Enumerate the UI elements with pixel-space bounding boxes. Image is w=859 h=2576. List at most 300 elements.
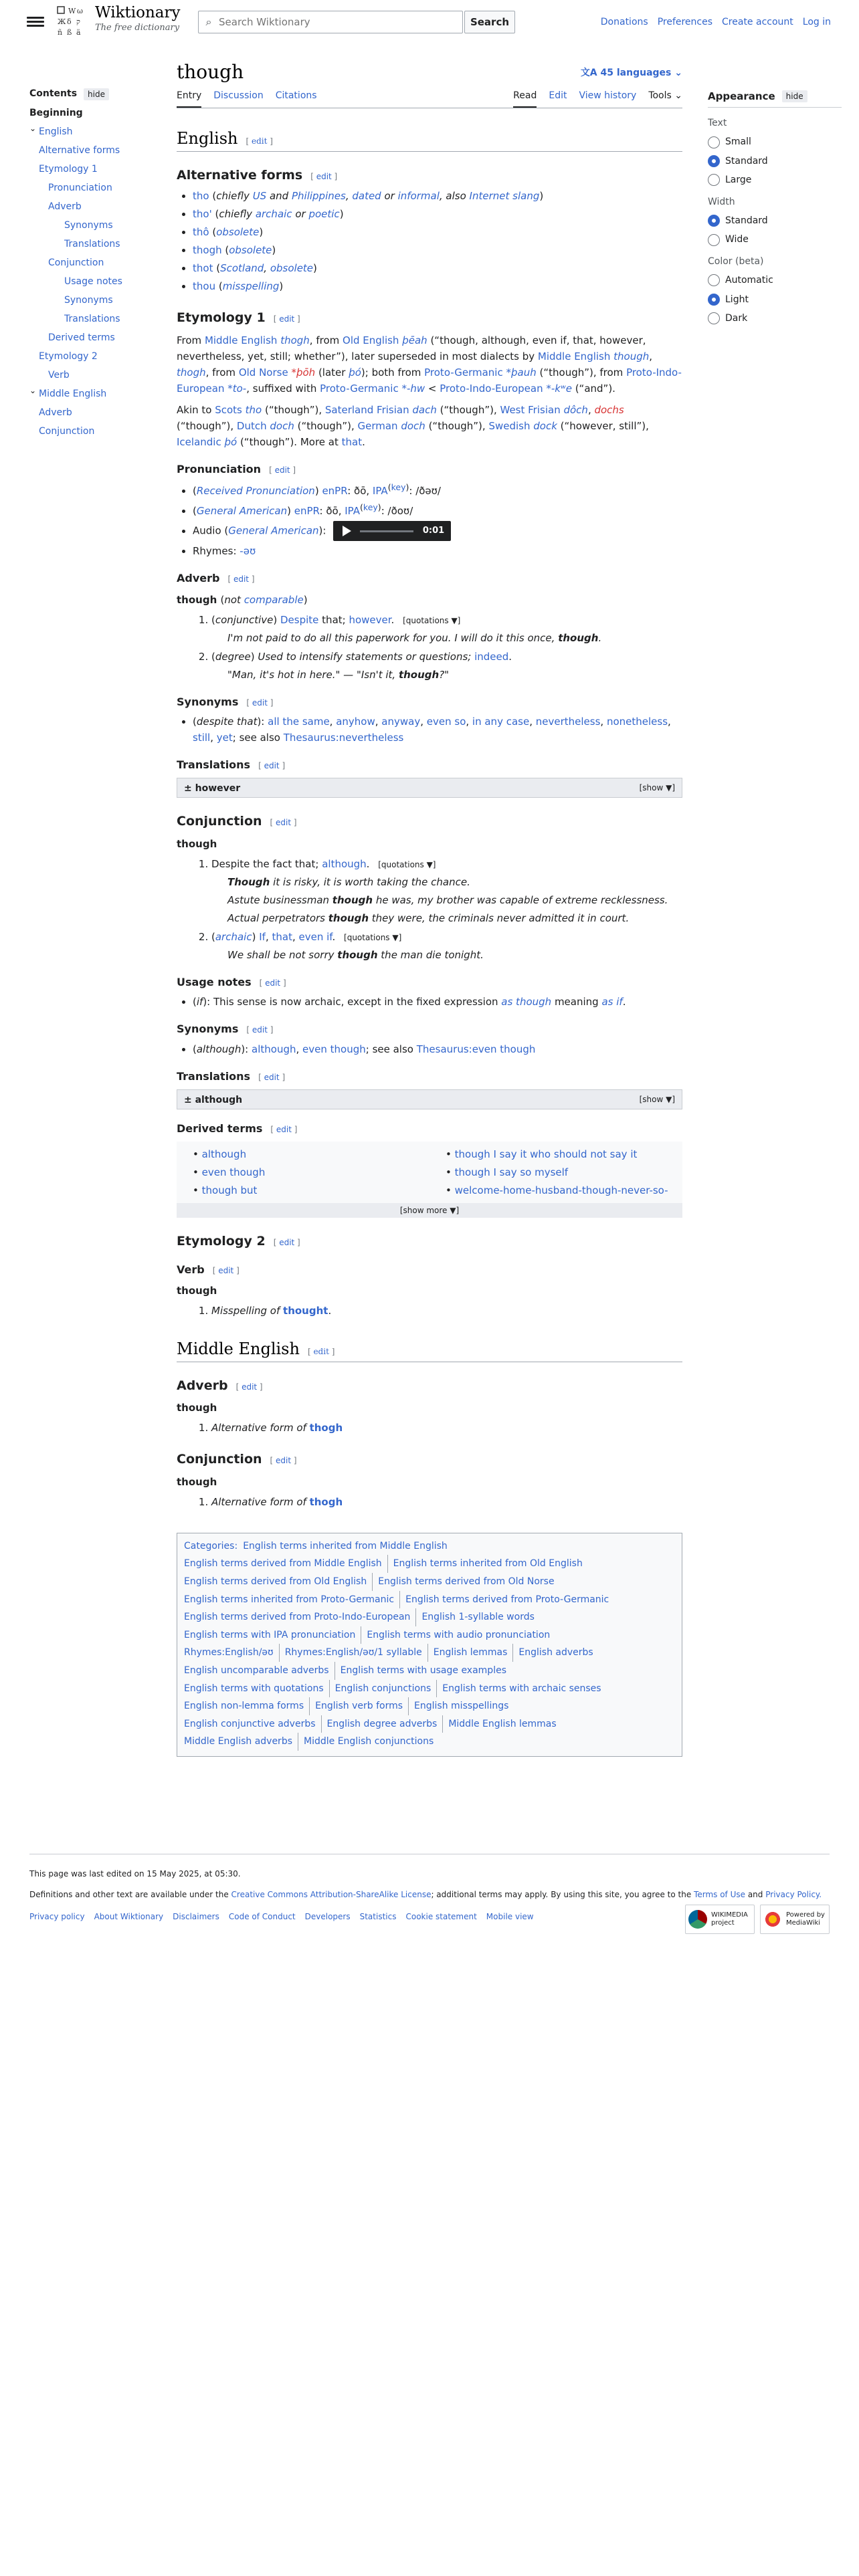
- etymology-cognates: Akin to Scots tho (“though”), Saterland Frisian dach (“though”), West Frisian dôch, dochs (“though”), Dutch doch (“though”), German doch (“though”), Swedish dock (“however, still”), Icelandic þó (“though”). More at that.: [177, 403, 649, 448]
- edit-link[interactable]: edit: [276, 1125, 292, 1135]
- translation-gloss: although: [195, 1095, 243, 1106]
- tab-citations[interactable]: Citations: [275, 90, 317, 102]
- term-link[interactable]: Philippines: [291, 190, 346, 203]
- toc-item[interactable]: [29, 181, 157, 195]
- term-link[interactable]: thou: [193, 280, 216, 293]
- toc-item[interactable]: [29, 387, 157, 401]
- term-link[interactable]: anyway: [381, 715, 421, 728]
- term-link[interactable]: nonetheless: [606, 715, 668, 728]
- log-in-link[interactable]: Log in: [802, 17, 831, 27]
- ety2-heading: Etymology 2: [177, 1234, 266, 1249]
- audio-progress[interactable]: [360, 530, 413, 532]
- term-link[interactable]: þó: [349, 366, 361, 379]
- site-header: [0, 0, 859, 47]
- toc-item[interactable]: [29, 200, 157, 214]
- chevron-down-icon[interactable]: ⌄: [29, 386, 37, 395]
- term-link[interactable]: Icelandic: [177, 435, 221, 448]
- toc-link[interactable]: Alternative forms: [39, 145, 120, 156]
- term-link[interactable]: Proto-Germanic: [424, 366, 503, 379]
- toc-item[interactable]: [29, 425, 157, 439]
- text-size-label: Text: [708, 118, 727, 128]
- toc-item[interactable]: [29, 368, 157, 383]
- term-link[interactable]: even though: [302, 1043, 366, 1055]
- svg-text:ß: ß: [67, 28, 72, 37]
- category-link[interactable]: English terms inherited from Old English: [387, 1555, 588, 1573]
- term-link[interactable]: Old English: [343, 334, 399, 346]
- accent-link[interactable]: General American: [196, 505, 288, 518]
- category-row: [184, 1626, 675, 1644]
- term-link[interactable]: Dutch: [236, 419, 267, 432]
- term-link[interactable]: thogh: [177, 366, 206, 379]
- term-link[interactable]: as though: [501, 996, 552, 1008]
- toc-item[interactable]: [29, 406, 157, 420]
- radio-label: Automatic: [725, 275, 773, 286]
- category-link[interactable]: English terms derived from Old English: [184, 1576, 367, 1588]
- term-link[interactable]: If: [259, 930, 266, 943]
- term-link[interactable]: thogh: [309, 1422, 343, 1434]
- language-selector[interactable]: [581, 66, 682, 80]
- term-link[interactable]: dôch: [563, 403, 588, 416]
- category-link[interactable]: Rhymes:English/əʊ: [184, 1647, 274, 1658]
- toc-item[interactable]: [29, 144, 157, 158]
- term-link[interactable]: misspelling: [222, 280, 280, 293]
- toc-item[interactable]: [29, 106, 157, 120]
- term-link[interactable]: þēah: [402, 334, 427, 346]
- width-label: Width: [708, 196, 735, 207]
- main-menu-button[interactable]: [27, 15, 44, 29]
- term-link[interactable]: anyhow: [336, 715, 375, 728]
- term-link[interactable]: obsolete: [270, 262, 314, 275]
- search-icon: ⌕: [205, 15, 212, 29]
- term-link[interactable]: however: [349, 613, 391, 626]
- toc-item[interactable]: [29, 125, 157, 139]
- term-link[interactable]: even if: [298, 930, 332, 943]
- enpr-link[interactable]: enPR: [322, 485, 348, 498]
- badge-label: WIKIMEDIA project: [711, 1911, 748, 1927]
- term-link[interactable]: that: [272, 930, 292, 943]
- license-link[interactable]: Creative Commons Attribution-ShareAlike License: [231, 1890, 432, 1900]
- category-link[interactable]: Middle English adverbs: [184, 1736, 292, 1747]
- term-link[interactable]: doch: [270, 419, 294, 432]
- footer-link[interactable]: About Wiktionary: [94, 1912, 164, 1922]
- appearance-hide-button[interactable]: hide: [782, 90, 807, 102]
- tab-read[interactable]: Read: [513, 88, 537, 107]
- edit-link[interactable]: edit: [276, 818, 292, 828]
- me-adverb-senses: [211, 1420, 682, 1436]
- show-button[interactable]: [show ▼]: [639, 783, 675, 793]
- term-link[interactable]: *to-: [227, 382, 247, 395]
- edit-link[interactable]: edit: [252, 1025, 268, 1035]
- color-option[interactable]: [708, 311, 842, 326]
- term-link[interactable]: all the same: [268, 715, 330, 728]
- toc-item[interactable]: [29, 331, 157, 345]
- category-link[interactable]: English misspellings: [408, 1697, 514, 1715]
- alt-forms-list: [193, 188, 682, 294]
- quotations-toggle[interactable]: [quotations ▼]: [403, 615, 461, 625]
- show-more-button[interactable]: [show more ▼]: [177, 1203, 682, 1218]
- derived-term-link[interactable]: though but: [201, 1184, 258, 1197]
- toc-item[interactable]: [29, 163, 157, 177]
- toc-item[interactable]: [29, 275, 157, 289]
- edit-link[interactable]: edit: [276, 1456, 292, 1466]
- toc-link[interactable]: Translations: [64, 239, 120, 249]
- width-option[interactable]: [708, 213, 842, 228]
- width-option[interactable]: [708, 232, 842, 247]
- accent-link[interactable]: Received Pronunciation: [196, 485, 315, 498]
- section-synonyms: Synonyms [ edit ]: [177, 695, 274, 708]
- toc-link[interactable]: Conjunction: [48, 257, 104, 268]
- category-link[interactable]: Rhymes:English/əʊ/1 syllable: [279, 1644, 427, 1662]
- translation-table-conjunction[interactable]: [177, 1089, 682, 1109]
- term-link[interactable]: Middle English: [537, 350, 611, 362]
- term-link[interactable]: nevertheless: [535, 715, 601, 728]
- color-option[interactable]: [708, 292, 842, 307]
- term-link[interactable]: although: [252, 1043, 296, 1055]
- derived-term-link[interactable]: welcome-home-husband-though-never-so-: [454, 1184, 668, 1197]
- category-link[interactable]: English terms inherited from Proto-Germanic: [184, 1594, 395, 1605]
- edit-link[interactable]: edit: [264, 760, 280, 770]
- category-link[interactable]: English uncomparable adverbs: [184, 1665, 329, 1676]
- edit-link[interactable]: edit: [265, 978, 281, 988]
- term-link[interactable]: Middle English: [204, 334, 278, 346]
- quotations-toggle[interactable]: [quotations ▼]: [344, 932, 402, 942]
- me-adverb-heading: Adverb: [177, 1378, 228, 1393]
- toc-link[interactable]: Conjunction: [39, 426, 95, 437]
- color-label: Color (beta): [708, 255, 764, 267]
- section-me-adverb: Adverb [ edit ]: [177, 1378, 263, 1393]
- term-link[interactable]: thought: [283, 1305, 328, 1317]
- term-link[interactable]: þó: [224, 435, 237, 448]
- radio-button[interactable]: [708, 174, 720, 186]
- middle-english-heading: Middle English: [177, 1339, 300, 1359]
- term-link[interactable]: Proto-Germanic: [320, 382, 399, 395]
- ipa-link[interactable]: IPA: [372, 485, 388, 498]
- list-item: • (General American) enPR: ðō, $IPA^{(key)}$: /ðoʊ/: [193, 501, 682, 519]
- chevron-down-icon[interactable]: ⌄: [29, 124, 37, 133]
- toc-link[interactable]: Beginning: [29, 108, 83, 118]
- section-etymology-2: Etymology 2 [ edit ]: [177, 1234, 300, 1249]
- toc-link[interactable]: Verb: [48, 370, 70, 381]
- derived-term-link[interactable]: though I say it who should not say it: [454, 1148, 638, 1161]
- translate-icon: 文A: [580, 68, 601, 78]
- section-verb: Verb [ edit ]: [177, 1263, 240, 1277]
- toc-link[interactable]: Usage notes: [64, 276, 122, 287]
- headword-line: though (not comparable): [177, 593, 308, 606]
- category-link[interactable]: English conjunctive adverbs: [184, 1718, 316, 1729]
- category-link[interactable]: English lemmas: [427, 1644, 513, 1662]
- toc-link[interactable]: Synonyms: [64, 220, 113, 231]
- toc-item[interactable]: [29, 237, 157, 251]
- category-link[interactable]: English terms inherited from Middle English: [243, 1540, 448, 1551]
- radio-label: Dark: [725, 312, 748, 324]
- term-link[interactable]: as if: [601, 996, 623, 1008]
- ipa-key-link[interactable]: key: [363, 502, 378, 513]
- term-link[interactable]: informal: [397, 190, 440, 203]
- footer-link[interactable]: Statistics: [359, 1912, 397, 1922]
- derived-term-link[interactable]: although: [201, 1148, 247, 1161]
- category-link[interactable]: English conjunctions: [329, 1680, 437, 1698]
- edit-link[interactable]: edit: [279, 314, 295, 324]
- category-link[interactable]: English terms derived from Middle English: [184, 1558, 382, 1570]
- radio-button[interactable]: [708, 155, 720, 167]
- edit-link[interactable]: edit: [252, 697, 268, 708]
- toc-link[interactable]: Etymology 2: [39, 351, 98, 362]
- term-link[interactable]: in any case: [472, 715, 530, 728]
- term-link[interactable]: thot: [193, 262, 213, 275]
- category-link[interactable]: English terms derived from Proto-Germanic: [399, 1591, 614, 1609]
- term-link[interactable]: tho: [193, 190, 209, 203]
- color-option[interactable]: [708, 273, 842, 288]
- toc-link[interactable]: Adverb: [39, 407, 72, 418]
- term-link[interactable]: Internet slang: [469, 190, 540, 203]
- toc-item[interactable]: [29, 312, 157, 326]
- category-row: [184, 1555, 675, 1573]
- term-link[interactable]: thô: [193, 226, 209, 239]
- toc-heading: Contents: [29, 88, 78, 99]
- wiktionary-logo-icon[interactable]: [55, 3, 92, 40]
- radio-button[interactable]: [708, 215, 720, 227]
- toc-link[interactable]: Translations: [64, 314, 120, 324]
- toc-item[interactable]: [29, 219, 157, 233]
- text-size-option[interactable]: [708, 134, 842, 149]
- term-link[interactable]: tho': [193, 208, 212, 221]
- thesaurus-link[interactable]: Thesaurus:even though: [416, 1043, 536, 1055]
- donations-link[interactable]: Donations: [600, 17, 648, 27]
- category-link[interactable]: English adverbs: [512, 1644, 598, 1662]
- category-link[interactable]: English terms with quotations: [184, 1683, 324, 1694]
- edit-link[interactable]: edit: [242, 1382, 258, 1392]
- term-link[interactable]: Despite: [280, 613, 319, 626]
- thesaurus-link[interactable]: Thesaurus:nevertheless: [283, 731, 404, 744]
- term-link[interactable]: thogh: [193, 244, 222, 257]
- toc-link[interactable]: Etymology 1: [39, 164, 98, 175]
- badge-label: Powered by MediaWiki: [786, 1911, 825, 1927]
- sense: 1. Misspelling of thought.: [211, 1303, 682, 1319]
- list-item: • thot (Scotland, obsolete): [193, 260, 682, 276]
- accent-link[interactable]: General American: [228, 524, 319, 537]
- term-link[interactable]: thogh: [280, 334, 310, 346]
- term-link[interactable]: yet: [216, 731, 233, 744]
- term-link[interactable]: *-hw: [401, 382, 425, 395]
- radio-button[interactable]: [708, 294, 720, 306]
- category-link[interactable]: Middle English lemmas: [442, 1715, 561, 1733]
- term-link[interactable]: Scots: [215, 403, 242, 416]
- me-conjunction-heading: Conjunction: [177, 1452, 262, 1467]
- term-link[interactable]: even so: [426, 715, 466, 728]
- enpr-value: ðō: [326, 505, 339, 518]
- radio-button[interactable]: [708, 136, 720, 148]
- category-link[interactable]: English terms derived from Proto-Indo-European: [184, 1612, 411, 1623]
- toc-link[interactable]: Pronunciation: [48, 183, 112, 193]
- edit-link[interactable]: edit: [279, 1238, 295, 1248]
- plus-minus-icon: ±: [184, 783, 195, 794]
- category-row: [184, 1591, 675, 1609]
- synonyms-list: [193, 1041, 682, 1057]
- show-button[interactable]: [show ▼]: [639, 1095, 675, 1105]
- list-item: • even though: [193, 1166, 266, 1179]
- list-item: • thogh (obsolete): [193, 242, 682, 258]
- term-link[interactable]: US: [252, 190, 267, 203]
- toc-item[interactable]: [29, 350, 157, 364]
- privacy-link[interactable]: Privacy Policy.: [765, 1890, 822, 1900]
- toc-hide-button[interactable]: hide: [84, 88, 109, 100]
- footer-link[interactable]: Privacy policy: [29, 1912, 85, 1922]
- toc-link[interactable]: Adverb: [48, 201, 82, 212]
- term-link[interactable]: that: [341, 435, 363, 448]
- rhyme-link[interactable]: -əʊ: [240, 545, 256, 558]
- toc-link[interactable]: Middle English: [39, 389, 107, 399]
- category-link[interactable]: Middle English conjunctions: [298, 1733, 439, 1751]
- usage-heading: Usage notes: [177, 975, 252, 988]
- term-link[interactable]: dock: [533, 419, 557, 432]
- term-link[interactable]: doch: [401, 419, 425, 432]
- tools-menu[interactable]: [648, 88, 682, 107]
- terms-link[interactable]: Terms of Use: [694, 1890, 745, 1900]
- toc-link[interactable]: Derived terms: [48, 332, 115, 343]
- category-row: [184, 1697, 675, 1715]
- edit-link[interactable]: edit: [218, 1266, 234, 1276]
- term-link[interactable]: Swedish: [488, 419, 531, 432]
- term-link[interactable]: poetic: [308, 208, 340, 221]
- toc-link[interactable]: Synonyms: [64, 295, 113, 306]
- text-size-option[interactable]: [708, 173, 842, 187]
- category-link[interactable]: English terms with archaic senses: [436, 1680, 606, 1698]
- term-link[interactable]: archaic: [215, 930, 252, 943]
- term-link[interactable]: Scotland: [220, 262, 264, 275]
- radio-button[interactable]: [708, 234, 720, 246]
- create-account-link[interactable]: Create account: [722, 17, 793, 27]
- conjunction-senses: [211, 856, 682, 963]
- translation-gloss: however: [195, 783, 241, 794]
- footer-link[interactable]: Disclaimers: [173, 1912, 219, 1922]
- term-link[interactable]: Proto-Indo-European: [177, 366, 682, 395]
- toc-link[interactable]: English: [39, 126, 73, 137]
- term-link[interactable]: though: [613, 350, 650, 362]
- text-size-option[interactable]: [708, 154, 842, 169]
- play-icon[interactable]: [343, 526, 351, 536]
- category-link[interactable]: English terms with IPA pronunciation: [184, 1629, 356, 1640]
- term-link[interactable]: obsolete: [229, 244, 272, 257]
- category-link[interactable]: English 1-syllable words: [415, 1608, 539, 1626]
- category-link[interactable]: English terms with usage examples: [335, 1662, 512, 1680]
- categories-label[interactable]: Categories:: [184, 1540, 238, 1551]
- ipa-link[interactable]: IPA: [345, 505, 361, 518]
- section-translations: Translations [ edit ]: [177, 758, 286, 771]
- term-link[interactable]: obsolete: [216, 226, 260, 239]
- translation-table-adverb[interactable]: [177, 778, 682, 798]
- radio-label: Standard: [725, 155, 768, 167]
- sense: [211, 1494, 682, 1510]
- term-link[interactable]: Proto-Indo-European: [440, 382, 543, 395]
- edit-link[interactable]: edit: [316, 171, 332, 181]
- audio-player[interactable]: [333, 521, 451, 541]
- radio-label: Large: [725, 175, 752, 186]
- appearance-panel: [708, 88, 842, 330]
- list-item: • Audio (General American): 0:01: [193, 521, 682, 541]
- category-link[interactable]: English terms with audio pronunciation: [361, 1626, 555, 1644]
- derived-term-link[interactable]: even though: [201, 1166, 266, 1179]
- tab-edit[interactable]: Edit: [549, 90, 567, 102]
- show-label: show ▼: [642, 783, 672, 793]
- preferences-link[interactable]: Preferences: [657, 17, 713, 27]
- term-link[interactable]: West Frisian: [500, 403, 561, 416]
- radio-button[interactable]: [708, 312, 720, 324]
- main-content: [177, 56, 682, 1757]
- category-link[interactable]: English non-lemma forms: [184, 1701, 304, 1712]
- footer-link[interactable]: Developers: [304, 1912, 351, 1922]
- category-row: [184, 1662, 675, 1680]
- mediawiki-badge[interactable]: [760, 1905, 830, 1934]
- category-link[interactable]: English terms derived from Old Norse: [372, 1573, 559, 1591]
- term-link[interactable]: archaic: [255, 208, 292, 221]
- category-row: [184, 1537, 675, 1555]
- term-link[interactable]: Saterland Frisian: [324, 403, 409, 416]
- derived-term-link[interactable]: though I say so myself: [454, 1166, 569, 1179]
- search-input[interactable]: [219, 14, 419, 30]
- term-link[interactable]: although: [322, 857, 367, 870]
- radio-button[interactable]: [708, 274, 720, 286]
- term-link[interactable]: comparable: [244, 593, 304, 606]
- term-link[interactable]: still: [193, 731, 211, 744]
- ety1-heading: Etymology 1: [177, 310, 266, 326]
- edit-link[interactable]: edit: [264, 1072, 280, 1082]
- term-link[interactable]: Old Norse: [238, 366, 288, 379]
- usage-list: [193, 994, 682, 1010]
- site-brand[interactable]: [95, 4, 181, 33]
- appearance-heading: Appearance: [708, 90, 775, 102]
- enpr-link[interactable]: enPR: [294, 505, 320, 518]
- term-link[interactable]: dated: [352, 190, 381, 203]
- footer-link[interactable]: Cookie statement: [405, 1912, 477, 1922]
- headword-line: though: [177, 837, 217, 850]
- category-row: [184, 1733, 675, 1751]
- edit-link[interactable]: edit: [274, 465, 290, 475]
- quotations-toggle[interactable]: [quotations ▼]: [378, 859, 436, 869]
- term-link[interactable]: thogh: [309, 1495, 343, 1508]
- section-middle-english: Middle English [ edit ]: [177, 1339, 682, 1362]
- term-link[interactable]: *þauh: [506, 366, 537, 379]
- footer-link[interactable]: Mobile view: [486, 1912, 534, 1922]
- tab-entry[interactable]: Entry: [177, 88, 201, 107]
- term-link[interactable]: indeed: [474, 650, 509, 663]
- headword-line: [177, 1400, 682, 1416]
- footer-link[interactable]: Code of Conduct: [228, 1912, 296, 1922]
- search-button[interactable]: Search: [464, 11, 515, 33]
- plus-minus-icon: ±: [184, 1095, 195, 1106]
- wikimedia-badge[interactable]: [685, 1905, 755, 1934]
- term-link[interactable]: tho: [245, 403, 262, 416]
- edit-link[interactable]: edit: [251, 136, 268, 146]
- category-link[interactable]: English verb forms: [309, 1697, 408, 1715]
- term-link[interactable]: *-kʷe: [546, 382, 572, 395]
- edit-link[interactable]: edit: [233, 574, 250, 584]
- toc-item[interactable]: [29, 256, 157, 270]
- mediawiki-logo-icon: [763, 1910, 782, 1929]
- edit-link[interactable]: edit: [313, 1347, 329, 1357]
- category-link[interactable]: English degree adverbs: [321, 1715, 443, 1733]
- term-link[interactable]: German: [357, 419, 398, 432]
- license-text: [29, 1889, 830, 1901]
- tab-view-history[interactable]: View history: [579, 90, 637, 102]
- tab-discussion[interactable]: Discussion: [213, 90, 264, 102]
- etymology-text: From Middle English thogh, from Old English þēah (“though, although, even if, that, however, nevertheless, yet, still; whether”), later superseded in most dialects by Middle English though, thogh, from Old Norse *þōh (later þó); both from Proto-Germanic *þauh (“though”), from Proto-Indo-European *to-, suffixed with Proto-Germanic *-hw < Proto-Indo-European *-kʷe (“and”).: [177, 334, 682, 395]
- term-link[interactable]: dach: [412, 403, 437, 416]
- and-text: and: [747, 1890, 763, 1900]
- personal-tools: [601, 15, 831, 29]
- toc-item[interactable]: [29, 294, 157, 308]
- enpr-value: ðō: [354, 485, 367, 498]
- ipa-key-link[interactable]: key: [391, 482, 406, 493]
